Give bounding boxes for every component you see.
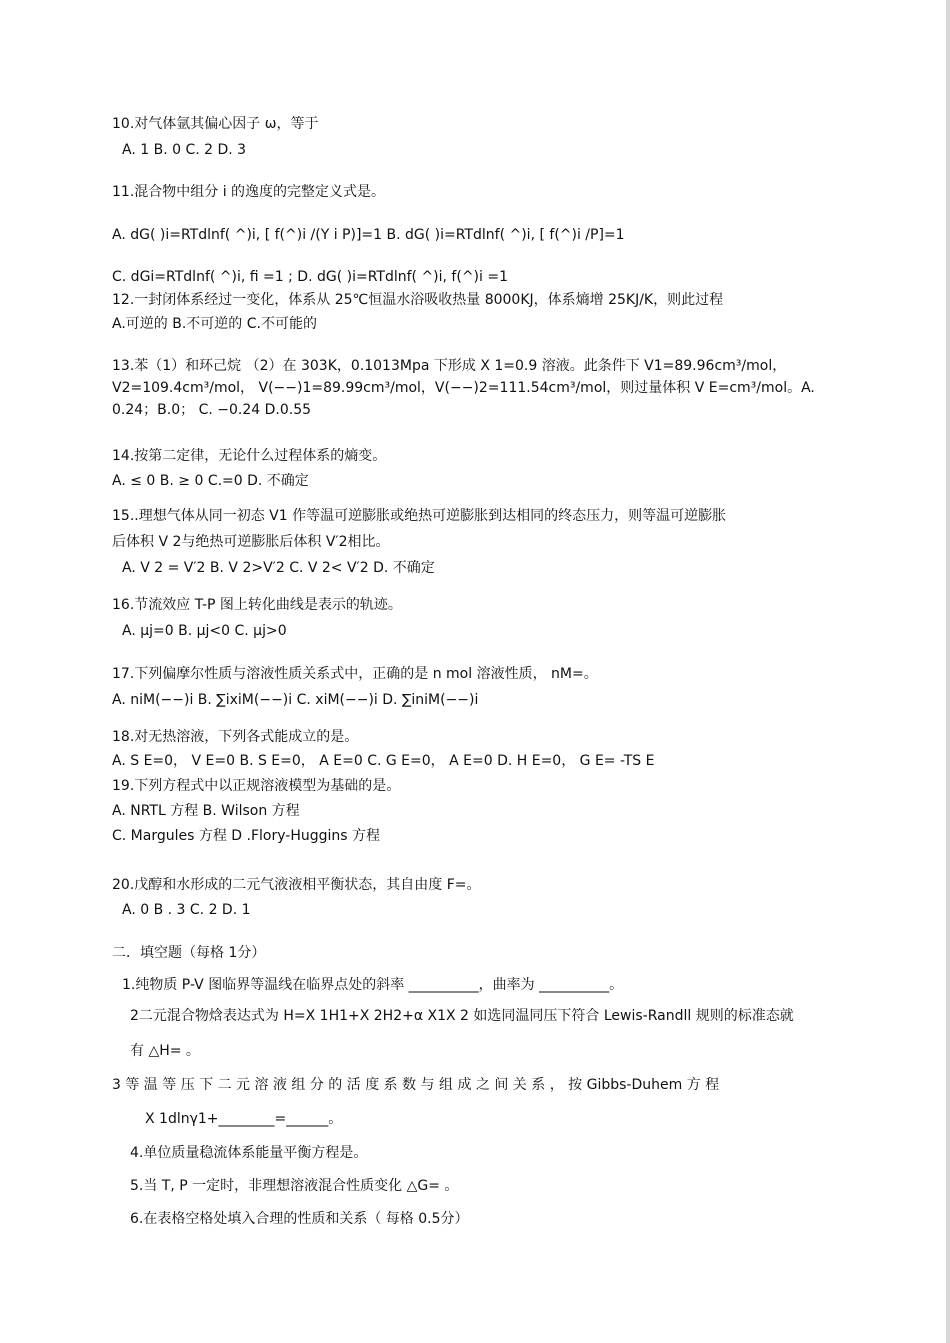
question-11: 11.混合物中组分 i 的逸度的完整定义式是。 [112, 184, 386, 200]
question-18-options: A. S E=0， V E=0 B. S E=0， A E=0 C. G E=0， A E=0 D. H E=0， G E= -TS E [112, 753, 655, 769]
question-20: 20.戊醇和水形成的二元气液液相平衡状态，其自由度 F=。 [112, 877, 481, 893]
question-20-options: A. 0 B . 3 C. 2 D. 1 [122, 902, 251, 918]
question-13: 13.苯（1）和环己烷 （2）在 303K，0.1013Mpa 下形成 X 1=0.9 溶液。此条件下 V1=89.96cm³/mol， V2=109.4cm³/mol， V(−−)1=89.99cm³/mol，V(−−)2=111.54cm³/mol，则过量体积 V E=cm³/mol。A. 0.24；B.0； C. −0.24 D.0.55 [112, 358, 815, 418]
question-12: 12.一封闭体系经过一变化，体系从 25℃恒温水浴吸收热量 8000KJ，体系熵增 25KJ/K，则此过程 [112, 292, 724, 308]
question-14: 14.按第二定律，无论什么过程体系的熵变。 [112, 448, 387, 464]
question-16-options: A. μj=0 B. μj<0 C. μj>0 [122, 623, 287, 639]
question-19-options-cd: C. Margules 方程 D .Flory-Huggins 方程 [112, 828, 381, 844]
fill-in-1: 1.纯物质 P-V 图临界等温线在临界点处的斜率 __________，曲率为 __________。 [122, 977, 624, 993]
question-17-options: A. niM(−−)i B. ∑ixiM(−−)i C. xiM(−−)i D. ∑iniM(−−)i [112, 692, 479, 708]
question-18: 18.对无热溶液，下列各式能成立的是。 [112, 729, 359, 745]
fill-in-3-line1: 3 等 温 等 压 下 二 元 溶 液 组 分 的 活 度 系 数 与 组 成 之 间 关 系 ， 按 Gibbs-Duhem 方 程 [112, 1077, 720, 1093]
question-19: 19.下列方程式中以正规溶液模型为基础的是。 [112, 778, 401, 794]
question-15-line2: 后体积 V 2与绝热可逆膨胀后体积 V′2相比。 [112, 534, 390, 550]
fill-in-2-line1: 2二元混合物焓表达式为 H=X 1H1+X 2H2+α X1X 2 如选同温同压下符合 Lewis-Randll 规则的标准态就 [130, 1008, 794, 1024]
question-14-options: A. ≤ 0 B. ≥ 0 C.=0 D. 不确定 [112, 473, 309, 489]
fill-in-2-line2: 有 △H= 。 [130, 1043, 200, 1059]
fill-in-5: 5.当 T, P 一定时，非理想溶液混合性质变化 △G= 。 [130, 1178, 459, 1194]
question-15-line1: 15..理想气体从同一初态 V1 作等温可逆膨胀或绝热可逆膨胀到达相同的终态压力，则等温可逆膨胀 [112, 508, 727, 524]
fill-in-6: 6.在表格空格处填入合理的性质和关系（ 每格 0.5分） [130, 1211, 469, 1227]
question-12-options: A.可逆的 B.不可逆的 C.不可能的 [112, 316, 317, 332]
question-17: 17.下列偏摩尔性质与溶液性质关系式中，正确的是 n mol 溶液性质， nM=。 [112, 666, 598, 682]
page-edge-divider [946, 0, 950, 1343]
question-10-options: A. 1 B. 0 C. 2 D. 3 [122, 142, 247, 158]
question-10: 10.对气体氩其偏心因子 ω，等于 [112, 116, 319, 132]
fill-in-4: 4.单位质量稳流体系能量平衡方程是。 [130, 1145, 368, 1161]
question-16: 16.节流效应 T-P 图上转化曲线是表示的轨迹。 [112, 597, 402, 613]
question-11-options-cd: C. dGi=RTdlnf( ^)i, fi =1 ; D. dG( )i=RTdlnf( ^)i, f(^)i =1 [112, 269, 508, 285]
question-15-options: A. V 2 = V′2 B. V 2>V′2 C. V 2< V′2 D. 不确定 [122, 560, 435, 576]
fill-in-3-line2: X 1dlnγ1+________=______。 [145, 1111, 343, 1127]
question-19-options-ab: A. NRTL 方程 B. Wilson 方程 [112, 803, 300, 819]
section-fill-in-heading: 二．填空题（每格 1分） [112, 945, 266, 961]
question-11-options-ab: A. dG( )i=RTdlnf( ^)i, [ f(^)i /(Y i P)]=1 B. dG( )i=RTdlnf( ^)i, [ f(^)i /P]=1 [112, 227, 625, 243]
